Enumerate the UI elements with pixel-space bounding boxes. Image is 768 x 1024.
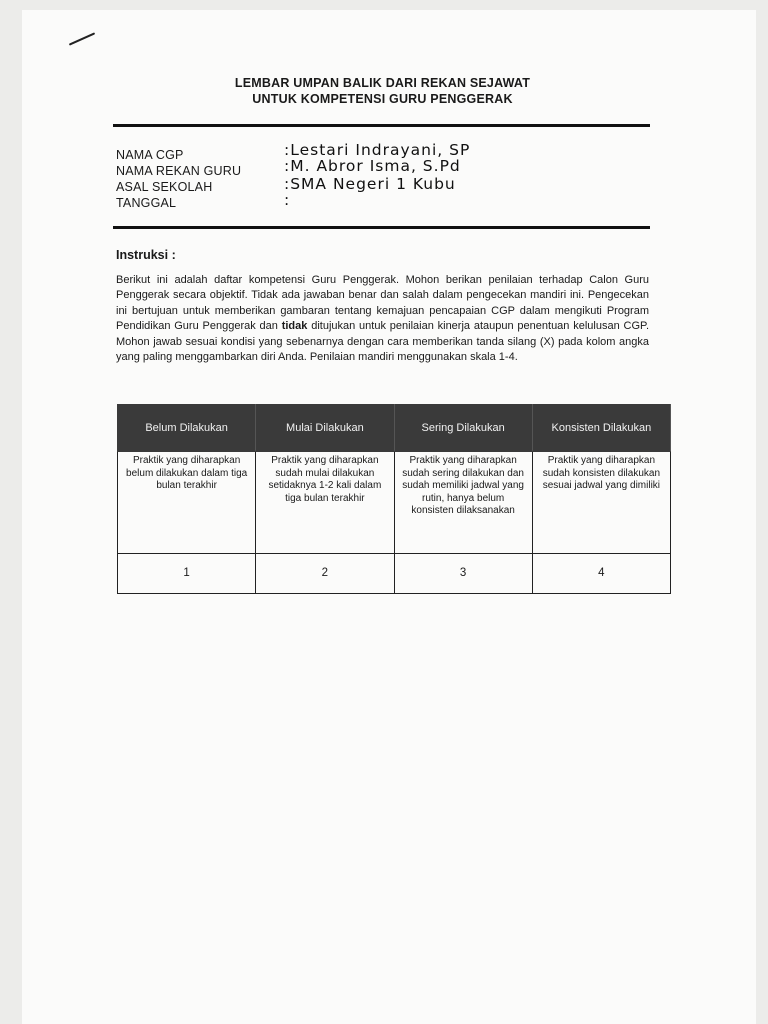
bottom-divider [113,226,650,229]
header-konsisten-dilakukan: Konsisten Dilakukan [532,405,670,452]
label-tanggal: TANGGAL [116,196,177,210]
form-title-line2: UNTUK KOMPETENSI GURU PENGGERAK [252,92,513,106]
label-nama-cgp: NAMA CGP [116,148,184,162]
score-cell-3[interactable]: 3 [394,554,532,594]
score-cell-4[interactable]: 4 [532,554,670,594]
table-header-row [118,405,671,452]
score-cell-2[interactable]: 2 [256,554,394,594]
header-mulai-dilakukan: Mulai Dilakukan [256,405,394,452]
header-sering-dilakukan: Sering Dilakukan [394,405,532,452]
description-cell-1: Praktik yang diharapkan belum dilakukan dalam tiga bulan terakhir [118,452,256,554]
score-cell-1[interactable]: 1 [118,554,256,594]
top-divider [113,124,650,127]
value-nama-rekan-guru: :M. Abror Isma, S.Pd [284,157,461,175]
description-cell-2: Praktik yang diharapkan sudah mulai dilakukan setidaknya 1-2 kali dalam tiga bulan terakhir [256,452,394,554]
description-cell-4: Praktik yang diharapkan sudah konsisten dilakukan sesuai jadwal yang dimiliki [532,452,670,554]
form-title-line1: LEMBAR UMPAN BALIK DARI REKAN SEJAWAT [234,76,531,90]
instructions-text: Berikut ini adalah daftar kompetensi Guru Penggerak. Mohon berikan penilaian terhadap Calon Guru Penggerak secara objektif. Tidak ada jawaban benar dan salah dalam pengecekan mandiri ini. Pengecekan ini bertujuan untuk memberikan gambaran tentang kemajuan pencapaian CGP dalam mengikuti Program Pendidikan Guru Penggerak dan tidak ditujukan untuk penilaian kinerja ataupun penentuan kelulusan CGP. Mohon jawab sesuai kondisi yang sebenarnya dengan cara memberikan tanda silang (X) pada kolom angka yang paling menggambarkan diri Anda. Penilaian mandiri menggunakan skala 1-4. [116,274,649,364]
label-nama-rekan-guru: NAMA REKAN GURU [116,164,242,178]
label-asal-sekolah: ASAL SEKOLAH [116,180,213,194]
table-row-scores [118,554,671,594]
value-tanggal: : [284,191,291,209]
header-belum-dilakukan: Belum Dilakukan [118,405,256,452]
value-nama-cgp: :Lestari Indrayani, SP [284,141,471,159]
value-asal-sekolah: :SMA Negeri 1 Kubu [284,175,456,193]
rating-scale-table [117,404,671,589]
instructions-heading: Instruksi : [116,248,176,262]
description-cell-3: Praktik yang diharapkan sudah sering dilakukan dan sudah memiliki jadwal yang rutin, hanya belum konsisten dilaksanakan [394,452,532,554]
table-row-descriptions [118,452,671,554]
